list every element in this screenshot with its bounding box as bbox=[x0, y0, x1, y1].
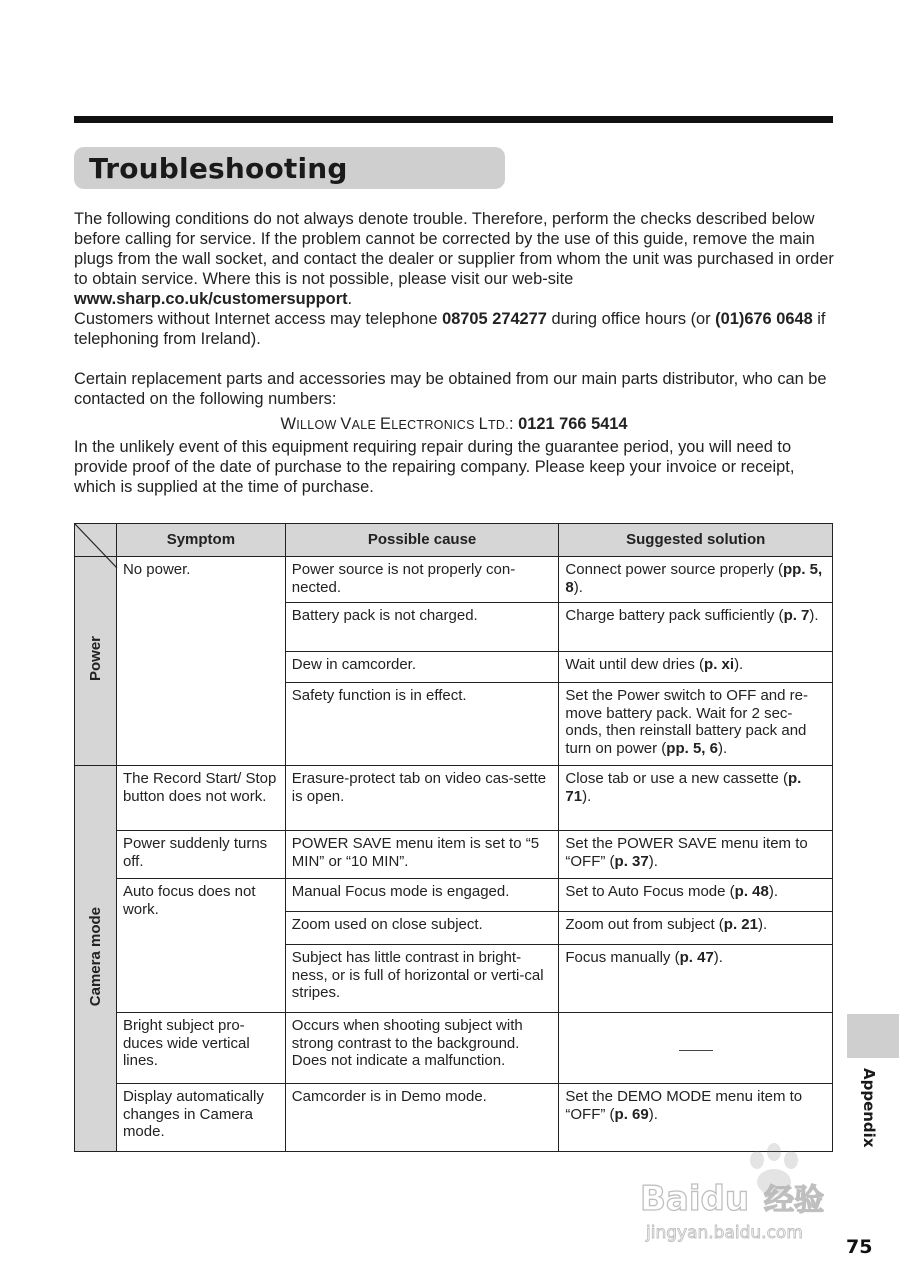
solution-cell: Focus manually (p. 47). bbox=[559, 945, 833, 1013]
cause-cell: Subject has little contrast in bright-ness, or is full of horizontal or verti-cal stripes. bbox=[285, 945, 559, 1013]
cause-cell: Occurs when shooting subject with strong contrast to the background. Does not indicate a malfunction. bbox=[285, 1013, 559, 1084]
table-header-row bbox=[75, 524, 833, 557]
page-ref: p. 37 bbox=[614, 852, 649, 870]
header-symptom: Symptom bbox=[116, 524, 285, 557]
intro-paragraph-1: The following conditions do not always denote trouble. Therefore, perform the checks described below before calling for service. If the problem cannot be corrected by the use of this guide, remove the main plugs from the wall socket, and contact the dealer or supplier from whom the unit was purchased in order to obtain service. Where this is not possible, please visit our web-site www.sharp.co.uk/customersupport. Customers without Internet access may telephone 08705 274277 during office hours (or (01)676 0648 if telephoning from Ireland). bbox=[74, 210, 834, 348]
header-cause: Possible cause bbox=[285, 524, 559, 557]
solution-cell: Connect power source properly (pp. 5, 8). bbox=[559, 557, 833, 603]
header-solution: Suggested solution bbox=[559, 524, 833, 557]
solution-cell: Charge battery pack sufficiently (p. 7). bbox=[559, 603, 833, 652]
symptom-cell: The Record Start/ Stop button does not work. bbox=[116, 766, 285, 831]
page-ref: p. 48 bbox=[734, 883, 769, 900]
table-row bbox=[75, 766, 833, 831]
appendix-tab bbox=[847, 1014, 899, 1058]
distributor-name: WILLOW VALE ELECTRONICS LTD. bbox=[280, 415, 510, 433]
intro-text bbox=[74, 209, 834, 497]
dash-mark bbox=[679, 1050, 713, 1051]
solution-cell: Set the Power switch to OFF and re-move battery pack. Wait for 2 sec-onds, then reinstall battery pack and turn on power (pp. 5, 6). bbox=[559, 683, 833, 766]
group-camera-mode: Camera mode bbox=[75, 766, 117, 1152]
table-row bbox=[75, 1013, 833, 1084]
baidu-watermark bbox=[632, 1138, 847, 1248]
cause-cell: Battery pack is not charged. bbox=[285, 603, 559, 652]
distributor-line: WILLOW VALE ELECTRONICS LTD.: 0121 766 5414 bbox=[280, 415, 628, 433]
page-ref: p. 21 bbox=[723, 916, 758, 933]
page-title: Troubleshooting bbox=[89, 152, 348, 185]
page-ref: pp. 5, 6 bbox=[666, 739, 718, 757]
phone-ireland: (01)676 0648 bbox=[715, 310, 813, 328]
solution-cell: Set to Auto Focus mode (p. 48). bbox=[559, 879, 833, 912]
page-ref: p. 71 bbox=[565, 770, 802, 805]
troubleshooting-table bbox=[74, 523, 833, 1152]
symptom-cell: Auto focus does not work. bbox=[116, 879, 285, 1013]
page-ref: p. xi bbox=[704, 656, 735, 673]
intro-paragraph-3: Certain replacement parts and accessories may be obtained from our main parts distributor, who can be contacted on the following numbers: bbox=[74, 370, 827, 408]
title-banner bbox=[74, 147, 505, 189]
appendix-label: Appendix bbox=[860, 1068, 878, 1148]
top-rule bbox=[74, 116, 833, 123]
watermark-brand: Baidu bbox=[640, 1179, 750, 1219]
solution-cell: Wait until dew dries (p. xi). bbox=[559, 652, 833, 683]
cause-cell: Dew in camcorder. bbox=[285, 652, 559, 683]
solution-cell: Close tab or use a new cassette (p. 71). bbox=[559, 766, 833, 831]
solution-cell: Set the POWER SAVE menu item to “OFF” (p. 37). bbox=[559, 831, 833, 879]
cause-cell: Manual Focus mode is engaged. bbox=[285, 879, 559, 912]
distributor-phone: 0121 766 5414 bbox=[518, 415, 628, 433]
cause-cell: Zoom used on close subject. bbox=[285, 912, 559, 945]
intro-paragraph-4: In the unlikely event of this equipment requiring repair during the guarantee period, you will need to provide proof of the date of purchase to the repairing company. Please keep your invoice or receipt, which is supplied at the time of purchase. bbox=[74, 438, 795, 496]
watermark-url: jingyan.baidu.com bbox=[646, 1223, 803, 1243]
page-number: 75 bbox=[846, 1236, 873, 1258]
cause-cell: Power source is not properly con-nected. bbox=[285, 557, 559, 603]
page-ref: p. 69 bbox=[614, 1105, 649, 1123]
solution-cell: Set the DEMO MODE menu item to “OFF” (p. 69). bbox=[559, 1084, 833, 1152]
page-ref: p. 7 bbox=[783, 607, 810, 624]
symptom-cell: Bright subject pro-duces wide vertical lines. bbox=[116, 1013, 285, 1084]
page-ref: pp. 5, 8 bbox=[565, 561, 823, 596]
solution-cell: Zoom out from subject (p. 21). bbox=[559, 912, 833, 945]
table-row bbox=[75, 879, 833, 912]
table-row bbox=[75, 831, 833, 879]
website-link[interactable]: www.sharp.co.uk/customersupport bbox=[74, 290, 348, 308]
symptom-cell: Display automatically changes in Camera mode. bbox=[116, 1084, 285, 1152]
symptom-cell: No power. bbox=[116, 557, 285, 766]
cause-cell: Erasure-protect tab on video cas-sette is open. bbox=[285, 766, 559, 831]
cause-cell: POWER SAVE menu item is set to “5 MIN” or “10 MIN”. bbox=[285, 831, 559, 879]
header-corner bbox=[75, 524, 117, 557]
corner-diagonal bbox=[75, 524, 286, 568]
solution-cell-empty bbox=[559, 1013, 833, 1084]
page-ref: p. 47 bbox=[679, 949, 714, 966]
phone-uk: 08705 274277 bbox=[442, 310, 547, 328]
cause-cell: Safety function is in effect. bbox=[285, 683, 559, 766]
symptom-cell: Power suddenly turns off. bbox=[116, 831, 285, 879]
watermark-cn: 经验 bbox=[764, 1183, 824, 1218]
group-power: Power bbox=[75, 557, 117, 766]
cause-cell: Camcorder is in Demo mode. bbox=[285, 1084, 559, 1152]
